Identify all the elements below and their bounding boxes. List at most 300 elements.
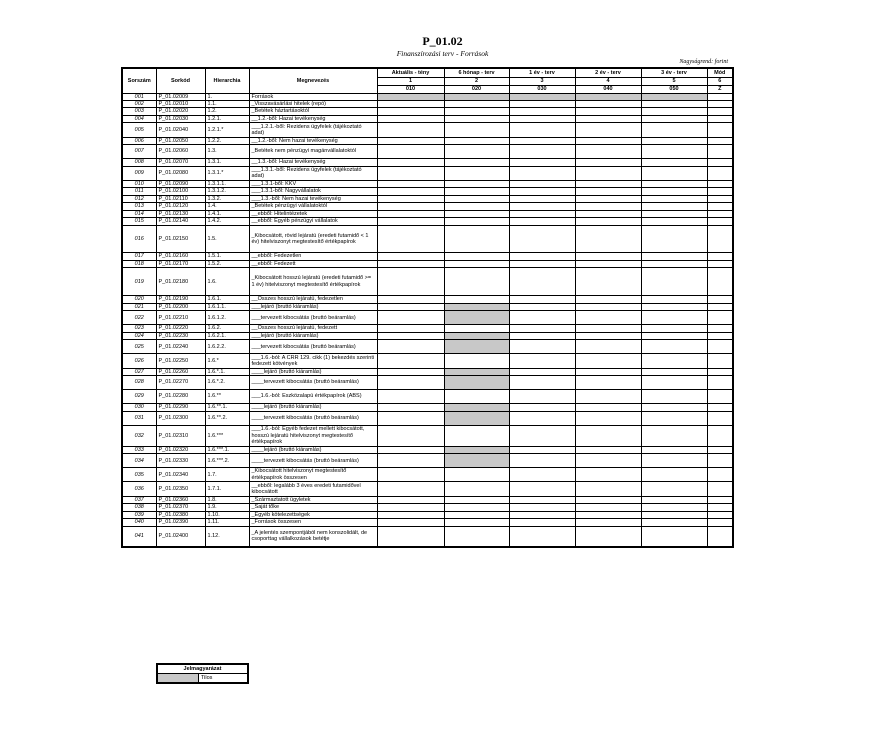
row-sorszam: 036 [122, 482, 156, 496]
value-input-cell[interactable] [377, 404, 444, 411]
value-input-cell[interactable] [444, 137, 509, 144]
value-input-cell[interactable] [707, 482, 733, 496]
row-hierarchia: 1.2.1. [205, 115, 249, 122]
row-sorkod: P_01.02260 [156, 368, 205, 375]
value-input-cell[interactable] [377, 519, 444, 526]
value-input-cell[interactable] [509, 210, 575, 217]
header-sorkod: Sorkód [156, 68, 205, 93]
value-input-cell[interactable] [444, 526, 509, 547]
row-sorkod: P_01.02400 [156, 526, 205, 547]
value-input-cell[interactable] [509, 260, 575, 267]
value-input-cell[interactable] [377, 145, 444, 159]
value-input-cell[interactable] [509, 100, 575, 107]
value-input-cell[interactable] [707, 115, 733, 122]
row-sorkod: P_01.02009 [156, 93, 205, 100]
row-sorkod: P_01.02160 [156, 253, 205, 260]
value-input-cell[interactable] [707, 446, 733, 453]
value-input-cell[interactable] [377, 210, 444, 217]
value-input-cell[interactable] [509, 340, 575, 354]
value-input-cell[interactable] [641, 180, 707, 187]
value-input-cell[interactable] [509, 390, 575, 404]
value-input-cell[interactable] [444, 253, 509, 260]
form-title: P_01.02 [422, 34, 463, 48]
value-input-cell[interactable] [641, 411, 707, 425]
value-input-cell[interactable] [575, 325, 641, 332]
value-input-cell[interactable] [707, 425, 733, 446]
row-megnevezes: __1.3.-ből: Hazai tevékenység [249, 159, 377, 166]
value-input-cell[interactable] [444, 511, 509, 518]
value-input-cell[interactable] [641, 390, 707, 404]
value-input-cell[interactable] [707, 93, 733, 100]
row-hierarchia: 1.6.*.2. [205, 376, 249, 390]
value-input-cell[interactable] [641, 195, 707, 202]
value-input-cell[interactable] [509, 108, 575, 115]
value-input-cell[interactable] [707, 404, 733, 411]
value-input-cell[interactable] [377, 468, 444, 482]
header-col-label: 2 év - terv [575, 68, 641, 77]
row-sorszam: 016 [122, 225, 156, 253]
value-input-cell[interactable] [575, 296, 641, 303]
value-input-cell[interactable] [509, 526, 575, 547]
value-input-cell[interactable] [641, 468, 707, 482]
value-input-cell[interactable] [575, 188, 641, 195]
value-input-cell[interactable] [641, 354, 707, 368]
value-input-cell[interactable] [707, 210, 733, 217]
row-megnevezes: ____lejáró (bruttó kiáramlás) [249, 446, 377, 453]
value-input-cell[interactable] [641, 137, 707, 144]
table-row [122, 260, 733, 267]
value-input-cell[interactable] [641, 303, 707, 310]
value-input-cell[interactable] [377, 303, 444, 310]
value-input-cell[interactable] [509, 303, 575, 310]
value-input-cell[interactable] [444, 108, 509, 115]
value-input-cell[interactable] [707, 166, 733, 180]
value-input-cell[interactable] [444, 115, 509, 122]
header-col-code: 040 [575, 85, 641, 93]
value-input-cell[interactable] [707, 123, 733, 137]
value-input-cell[interactable] [575, 253, 641, 260]
row-hierarchia: 1.3.1.1. [205, 180, 249, 187]
value-input-cell[interactable] [707, 354, 733, 368]
value-input-cell[interactable] [707, 511, 733, 518]
value-input-cell[interactable] [444, 468, 509, 482]
value-input-cell[interactable] [377, 376, 444, 390]
value-input-cell[interactable] [377, 108, 444, 115]
value-input-cell[interactable] [377, 482, 444, 496]
row-sorkod: P_01.02310 [156, 425, 205, 446]
row-megnevezes: __1.2.-ből: Nem hazai tevékenység [249, 137, 377, 144]
value-input-cell[interactable] [444, 203, 509, 210]
value-input-cell[interactable] [707, 260, 733, 267]
value-input-cell[interactable] [509, 504, 575, 511]
value-input-cell[interactable] [444, 159, 509, 166]
header-col-num: 6 [707, 77, 733, 85]
value-input-cell[interactable] [509, 268, 575, 296]
value-input-cell[interactable] [707, 137, 733, 144]
value-input-cell[interactable] [377, 166, 444, 180]
value-input-cell[interactable] [509, 159, 575, 166]
value-input-cell[interactable] [377, 454, 444, 468]
value-input-cell[interactable] [707, 311, 733, 325]
value-input-cell[interactable] [575, 526, 641, 547]
row-hierarchia: 1.6.2.1. [205, 332, 249, 339]
value-input-cell[interactable] [641, 108, 707, 115]
value-input-cell[interactable] [707, 468, 733, 482]
value-input-cell[interactable] [575, 368, 641, 375]
value-input-cell[interactable] [641, 225, 707, 253]
value-input-cell[interactable] [641, 260, 707, 267]
value-input-cell[interactable] [641, 446, 707, 453]
value-input-cell[interactable] [707, 526, 733, 547]
value-input-cell[interactable] [509, 446, 575, 453]
value-input-cell[interactable] [707, 332, 733, 339]
value-input-cell[interactable] [444, 354, 509, 368]
value-input-cell[interactable] [444, 166, 509, 180]
value-input-cell[interactable] [377, 368, 444, 375]
value-input-cell[interactable] [641, 519, 707, 526]
value-input-cell[interactable] [641, 253, 707, 260]
value-input-cell[interactable] [377, 137, 444, 144]
row-hierarchia: 1.6. [205, 268, 249, 296]
value-input-cell[interactable] [575, 203, 641, 210]
value-input-cell[interactable] [707, 390, 733, 404]
value-input-cell[interactable] [641, 404, 707, 411]
row-sorkod: P_01.02050 [156, 137, 205, 144]
legend-table [156, 663, 249, 684]
value-input-cell[interactable] [575, 332, 641, 339]
row-hierarchia: 1.3.1. [205, 159, 249, 166]
row-sorszam: 002 [122, 100, 156, 107]
value-input-cell[interactable] [444, 496, 509, 503]
value-input-cell[interactable] [509, 311, 575, 325]
value-input-cell[interactable] [444, 260, 509, 267]
value-input-cell[interactable] [641, 203, 707, 210]
value-input-cell[interactable] [509, 368, 575, 375]
value-input-cell[interactable] [707, 108, 733, 115]
row-sorszam: 019 [122, 268, 156, 296]
value-input-cell[interactable] [641, 311, 707, 325]
value-input-cell[interactable] [575, 137, 641, 144]
value-input-cell[interactable] [509, 325, 575, 332]
value-input-cell[interactable] [641, 340, 707, 354]
value-input-cell[interactable] [575, 454, 641, 468]
value-input-cell[interactable] [575, 468, 641, 482]
table-row [122, 325, 733, 332]
value-input-cell[interactable] [377, 526, 444, 547]
value-input-cell[interactable] [377, 354, 444, 368]
value-input-cell[interactable] [641, 115, 707, 122]
value-input-cell[interactable] [575, 123, 641, 137]
value-input-cell[interactable] [707, 203, 733, 210]
value-input-cell[interactable] [707, 218, 733, 225]
value-input-cell[interactable] [707, 253, 733, 260]
value-input-cell[interactable] [641, 526, 707, 547]
value-input-cell[interactable] [377, 511, 444, 518]
value-input-cell[interactable] [707, 303, 733, 310]
value-input-cell[interactable] [377, 100, 444, 107]
value-input-cell[interactable] [575, 390, 641, 404]
value-input-cell[interactable] [377, 195, 444, 202]
value-input-cell[interactable] [575, 195, 641, 202]
row-megnevezes: ____lejáró (bruttó kiáramlás) [249, 368, 377, 375]
value-input-cell[interactable] [509, 454, 575, 468]
value-input-cell[interactable] [444, 296, 509, 303]
value-input-cell[interactable] [707, 504, 733, 511]
value-input-cell[interactable] [377, 203, 444, 210]
value-input-cell[interactable] [641, 376, 707, 390]
row-sorszam: 015 [122, 218, 156, 225]
value-input-cell[interactable] [377, 225, 444, 253]
value-input-cell[interactable] [509, 296, 575, 303]
value-input-cell[interactable] [575, 411, 641, 425]
value-input-cell[interactable] [641, 218, 707, 225]
value-input-cell[interactable] [641, 511, 707, 518]
value-input-cell[interactable] [509, 195, 575, 202]
value-input-cell[interactable] [575, 159, 641, 166]
value-input-cell[interactable] [377, 188, 444, 195]
value-input-cell[interactable] [377, 260, 444, 267]
value-input-cell[interactable] [377, 115, 444, 122]
row-sorkod: P_01.02240 [156, 340, 205, 354]
row-hierarchia: 1.2.2. [205, 137, 249, 144]
value-input-cell[interactable] [707, 268, 733, 296]
value-input-cell[interactable] [377, 390, 444, 404]
value-input-cell[interactable] [641, 368, 707, 375]
value-input-cell[interactable] [509, 180, 575, 187]
value-input-cell[interactable] [641, 123, 707, 137]
value-input-cell[interactable] [707, 368, 733, 375]
value-input-cell[interactable] [509, 188, 575, 195]
value-input-cell[interactable] [509, 519, 575, 526]
value-input-cell[interactable] [707, 325, 733, 332]
value-input-cell[interactable] [444, 100, 509, 107]
row-hierarchia: 1.6.*** [205, 425, 249, 446]
row-megnevezes: ___1.6.-ból: Egyéb fedezet mellett kibocsátott, hosszú lejáratú hitelviszonyt megtestesítő értékpapírok [249, 425, 377, 446]
value-input-cell[interactable] [575, 145, 641, 159]
forbidden-cell [444, 454, 509, 468]
value-input-cell[interactable] [575, 511, 641, 518]
row-megnevezes: _Kibocsátott, rövid lejáratú (eredeti futamidő < 1 év) hitelviszonyt megtestesítő értékpapírok [249, 225, 377, 253]
value-input-cell[interactable] [444, 195, 509, 202]
value-input-cell[interactable] [444, 225, 509, 253]
value-input-cell[interactable] [641, 425, 707, 446]
value-input-cell[interactable] [377, 296, 444, 303]
value-input-cell[interactable] [575, 404, 641, 411]
row-hierarchia: 1.6.**.2. [205, 411, 249, 425]
table-row [122, 303, 733, 310]
value-input-cell[interactable] [509, 482, 575, 496]
value-input-cell[interactable] [575, 115, 641, 122]
value-input-cell[interactable] [707, 188, 733, 195]
value-input-cell[interactable] [509, 137, 575, 144]
value-input-cell[interactable] [444, 210, 509, 217]
value-input-cell[interactable] [575, 210, 641, 217]
value-input-cell[interactable] [707, 519, 733, 526]
value-input-cell[interactable] [444, 504, 509, 511]
value-input-cell[interactable] [575, 354, 641, 368]
value-input-cell[interactable] [575, 180, 641, 187]
value-input-cell[interactable] [509, 218, 575, 225]
value-input-cell[interactable] [509, 253, 575, 260]
value-input-cell[interactable] [641, 482, 707, 496]
value-input-cell[interactable] [707, 296, 733, 303]
table-row [122, 188, 733, 195]
value-input-cell[interactable] [641, 210, 707, 217]
value-input-cell[interactable] [575, 225, 641, 253]
value-input-cell[interactable] [509, 376, 575, 390]
value-input-cell[interactable] [641, 100, 707, 107]
value-input-cell[interactable] [707, 145, 733, 159]
value-input-cell[interactable] [509, 425, 575, 446]
value-input-cell[interactable] [641, 496, 707, 503]
forbidden-cell [444, 446, 509, 453]
row-sorkod: P_01.02030 [156, 115, 205, 122]
row-megnevezes: __Összes hosszú lejáratú, fedezetlen [249, 296, 377, 303]
table-row [122, 225, 733, 253]
value-input-cell[interactable] [444, 519, 509, 526]
row-sorszam: 025 [122, 340, 156, 354]
table-row [122, 268, 733, 296]
value-input-cell[interactable] [377, 446, 444, 453]
value-input-cell[interactable] [575, 303, 641, 310]
value-input-cell[interactable] [575, 260, 641, 267]
value-input-cell[interactable] [707, 411, 733, 425]
row-hierarchia: 1.1. [205, 100, 249, 107]
value-input-cell[interactable] [444, 425, 509, 446]
row-sorszam: 018 [122, 260, 156, 267]
value-input-cell[interactable] [575, 311, 641, 325]
value-input-cell[interactable] [377, 504, 444, 511]
value-input-cell[interactable] [641, 159, 707, 166]
row-hierarchia: 1.9. [205, 504, 249, 511]
header-col-code: 020 [444, 85, 509, 93]
value-input-cell[interactable] [377, 496, 444, 503]
value-input-cell[interactable] [707, 376, 733, 390]
value-input-cell[interactable] [575, 340, 641, 354]
value-input-cell[interactable] [377, 311, 444, 325]
value-input-cell[interactable] [707, 496, 733, 503]
row-sorkod: P_01.02350 [156, 482, 205, 496]
row-megnevezes: _Források összesen [249, 519, 377, 526]
value-input-cell[interactable] [641, 166, 707, 180]
value-input-cell[interactable] [641, 268, 707, 296]
value-input-cell[interactable] [509, 411, 575, 425]
value-input-cell[interactable] [377, 411, 444, 425]
value-input-cell[interactable] [444, 482, 509, 496]
value-input-cell[interactable] [509, 354, 575, 368]
value-input-cell[interactable] [377, 180, 444, 187]
value-input-cell[interactable] [509, 511, 575, 518]
value-input-cell[interactable] [575, 425, 641, 446]
value-input-cell[interactable] [641, 296, 707, 303]
value-input-cell[interactable] [509, 468, 575, 482]
value-input-cell[interactable] [575, 519, 641, 526]
value-input-cell[interactable] [509, 496, 575, 503]
value-input-cell[interactable] [575, 268, 641, 296]
row-hierarchia: 1.2.1.* [205, 123, 249, 137]
value-input-cell[interactable] [377, 253, 444, 260]
table-row [122, 123, 733, 137]
row-sorkod: P_01.02080 [156, 166, 205, 180]
row-sorszam: 033 [122, 446, 156, 453]
row-megnevezes: Források [249, 93, 377, 100]
value-input-cell[interactable] [444, 390, 509, 404]
value-input-cell[interactable] [377, 425, 444, 446]
row-hierarchia: 1.6.2. [205, 325, 249, 332]
row-hierarchia: 1.3.1.* [205, 166, 249, 180]
value-input-cell[interactable] [575, 504, 641, 511]
table-row [122, 425, 733, 446]
value-input-cell[interactable] [641, 332, 707, 339]
value-input-cell[interactable] [641, 325, 707, 332]
value-input-cell[interactable] [444, 123, 509, 137]
row-sorkod: P_01.02110 [156, 195, 205, 202]
row-sorkod: P_01.02360 [156, 496, 205, 503]
value-input-cell[interactable] [377, 159, 444, 166]
value-input-cell[interactable] [575, 376, 641, 390]
value-input-cell[interactable] [707, 195, 733, 202]
value-input-cell[interactable] [444, 180, 509, 187]
value-input-cell[interactable] [509, 225, 575, 253]
value-input-cell[interactable] [575, 218, 641, 225]
row-sorszam: 030 [122, 404, 156, 411]
value-input-cell[interactable] [707, 340, 733, 354]
value-input-cell[interactable] [641, 145, 707, 159]
value-input-cell[interactable] [509, 404, 575, 411]
value-input-cell[interactable] [575, 100, 641, 107]
value-input-cell[interactable] [444, 188, 509, 195]
value-input-cell[interactable] [377, 123, 444, 137]
value-input-cell[interactable] [444, 145, 509, 159]
value-input-cell[interactable] [377, 332, 444, 339]
value-input-cell[interactable] [707, 100, 733, 107]
table-row [122, 468, 733, 482]
value-input-cell[interactable] [509, 123, 575, 137]
value-input-cell[interactable] [509, 332, 575, 339]
value-input-cell[interactable] [509, 115, 575, 122]
value-input-cell[interactable] [707, 180, 733, 187]
value-input-cell[interactable] [444, 268, 509, 296]
value-input-cell[interactable] [707, 159, 733, 166]
table-row [122, 368, 733, 375]
value-input-cell[interactable] [707, 225, 733, 253]
forbidden-cell [444, 340, 509, 354]
value-input-cell[interactable] [509, 145, 575, 159]
value-input-cell[interactable] [444, 218, 509, 225]
value-input-cell[interactable] [641, 188, 707, 195]
table-row [122, 137, 733, 144]
value-input-cell[interactable] [377, 325, 444, 332]
value-input-cell[interactable] [707, 454, 733, 468]
value-input-cell[interactable] [509, 166, 575, 180]
value-input-cell[interactable] [641, 454, 707, 468]
row-megnevezes: ___1.6.-ból: Eszközalapú értékpapírok (ABS) [249, 390, 377, 404]
value-input-cell[interactable] [377, 218, 444, 225]
value-input-cell[interactable] [575, 108, 641, 115]
value-input-cell[interactable] [575, 482, 641, 496]
value-input-cell[interactable] [377, 340, 444, 354]
value-input-cell[interactable] [641, 504, 707, 511]
row-hierarchia: 1.4.2. [205, 218, 249, 225]
value-input-cell[interactable] [444, 325, 509, 332]
row-sorszam: 024 [122, 332, 156, 339]
value-input-cell[interactable] [575, 166, 641, 180]
value-input-cell[interactable] [377, 268, 444, 296]
value-input-cell[interactable] [575, 496, 641, 503]
value-input-cell[interactable] [509, 203, 575, 210]
forbidden-cell [444, 404, 509, 411]
value-input-cell[interactable] [575, 446, 641, 453]
